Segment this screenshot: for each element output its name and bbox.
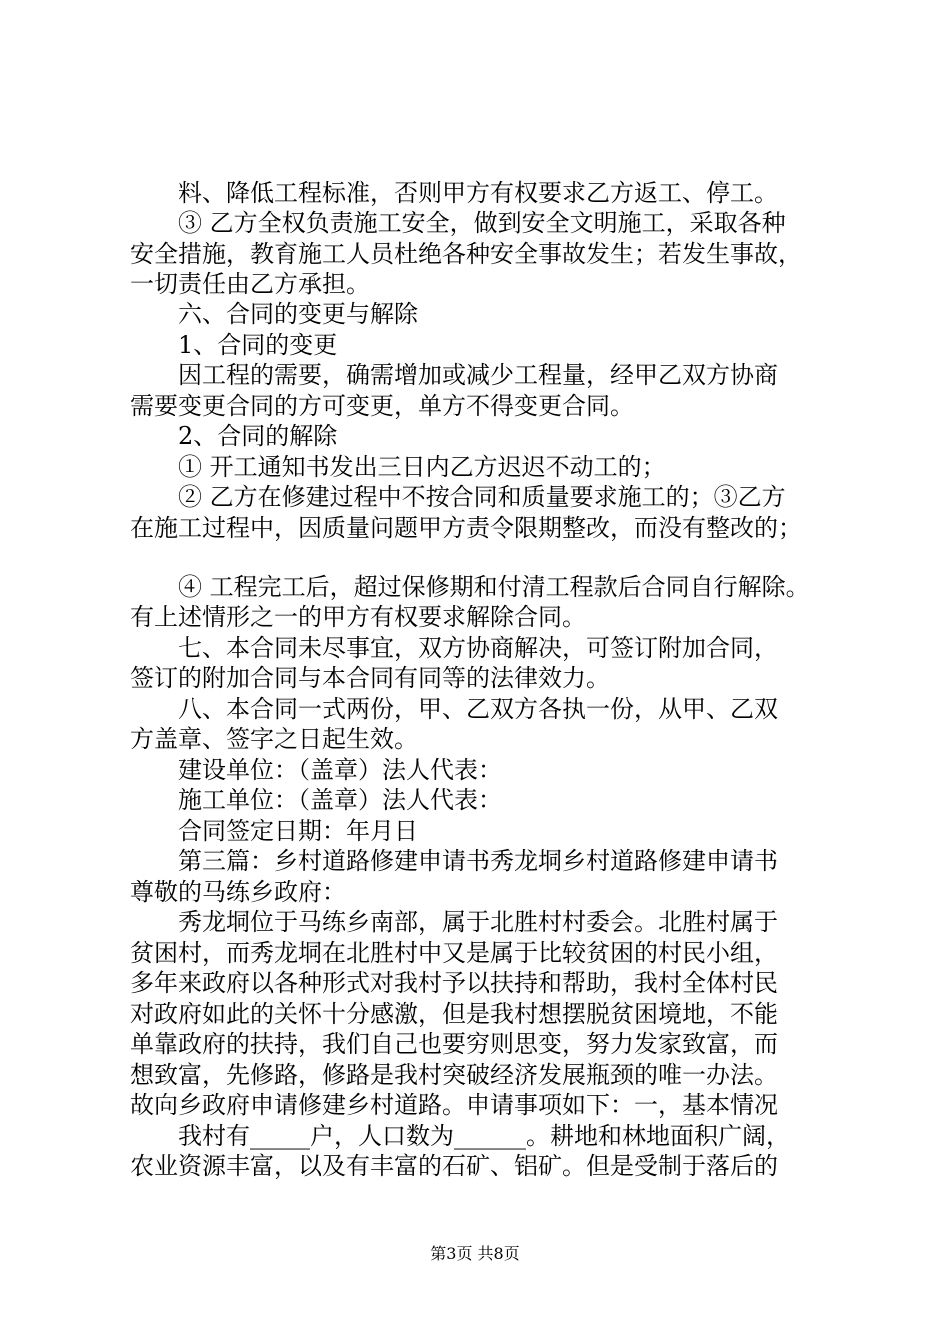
text-line-9: 2、合同的解除 <box>178 422 338 450</box>
text-line-31: 我村有_____户，人口数为______。耕地和林地面积广阔， <box>178 1122 790 1150</box>
text-line-5: 六、合同的变更与解除 <box>178 300 418 328</box>
text-line-11: ② 乙方在修建过程中不按合同和质量要求施工的；③乙方 <box>178 483 786 511</box>
text-line-28: 单靠政府的扶持，我们自己也要穷则思变，努力发家致富，而 <box>130 1030 778 1058</box>
text-line-16: 签订的附加合同与本合同有同等的法律效力。 <box>130 664 610 692</box>
text-line-10: ① 开工通知书发出三日内乙方迟迟不动工的； <box>178 453 666 481</box>
text-line-27: 对政府如此的关怀十分感激，但是我村想摆脱贫困境地，不能 <box>130 1000 778 1028</box>
text-line-25: 贫困村，而秀龙垌在北胜村中又是属于比较贫困的村民小组， <box>130 939 778 967</box>
text-line-18: 方盖章、签字之日起生效。 <box>130 725 418 753</box>
text-line-13: ④ 工程完工后，超过保修期和付清工程款后合同自行解除。 <box>178 573 810 601</box>
text-line-4: 一切责任由乙方承担。 <box>130 270 370 298</box>
text-line-8: 需要变更合同的方可变更，单方不得变更合同。 <box>130 392 634 420</box>
section-heading-line: 第三篇：乡村道路修建申请书秀龙垌乡村道路修建申请书 <box>178 847 778 875</box>
text-line-21: 合同签定日期：年月日 <box>178 817 418 845</box>
text-line-12: 在施工过程中，因质量问题甲方责令限期整改，而没有整改的； <box>130 514 802 542</box>
page-number-footer: 第3页 共8页 <box>430 1244 520 1263</box>
text-line-14: 有上述情形之一的甲方有权要求解除合同。 <box>130 603 586 631</box>
text-line-17: 八、本合同一式两份，甲、乙双方各执一份，从甲、乙双 <box>178 695 778 723</box>
text-line-6: 1、合同的变更 <box>178 331 338 359</box>
text-line-24: 秀龙垌位于马练乡南部，属于北胜村村委会。北胜村属于 <box>178 908 778 936</box>
text-line-15: 七、本合同未尽事宜，双方协商解决，可签订附加合同， <box>178 634 778 662</box>
text-line-30: 故向乡政府申请修建乡村道路。申请事项如下：一，基本情况 <box>130 1091 778 1119</box>
text-line-2: ③ 乙方全权负责施工安全，做到安全文明施工，采取各种 <box>178 209 786 237</box>
text-line-32: 农业资源丰富，以及有丰富的石矿、铝矿。但是受制于落后的 <box>130 1152 778 1180</box>
text-line-1: 料、降低工程标准，否则甲方有权要求乙方返工、停工。 <box>178 179 778 207</box>
text-line-29: 想致富，先修路，修路是我村突破经济发展瓶颈的唯一办法。 <box>130 1061 778 1089</box>
text-line-20: 施工单位：（盖章）法人代表： <box>178 786 502 814</box>
text-line-19: 建设单位：（盖章）法人代表： <box>178 756 502 784</box>
text-line-26: 多年来政府以各种形式对我村予以扶持和帮助，我村全体村民 <box>130 969 778 997</box>
salutation-line: 尊敬的马练乡政府： <box>130 878 346 906</box>
text-line-7: 因工程的需要，确需增加或减少工程量，经甲乙双方协商 <box>178 361 778 389</box>
text-line-3: 安全措施，教育施工人员杜绝各种安全事故发生；若发生事故， <box>130 240 802 268</box>
